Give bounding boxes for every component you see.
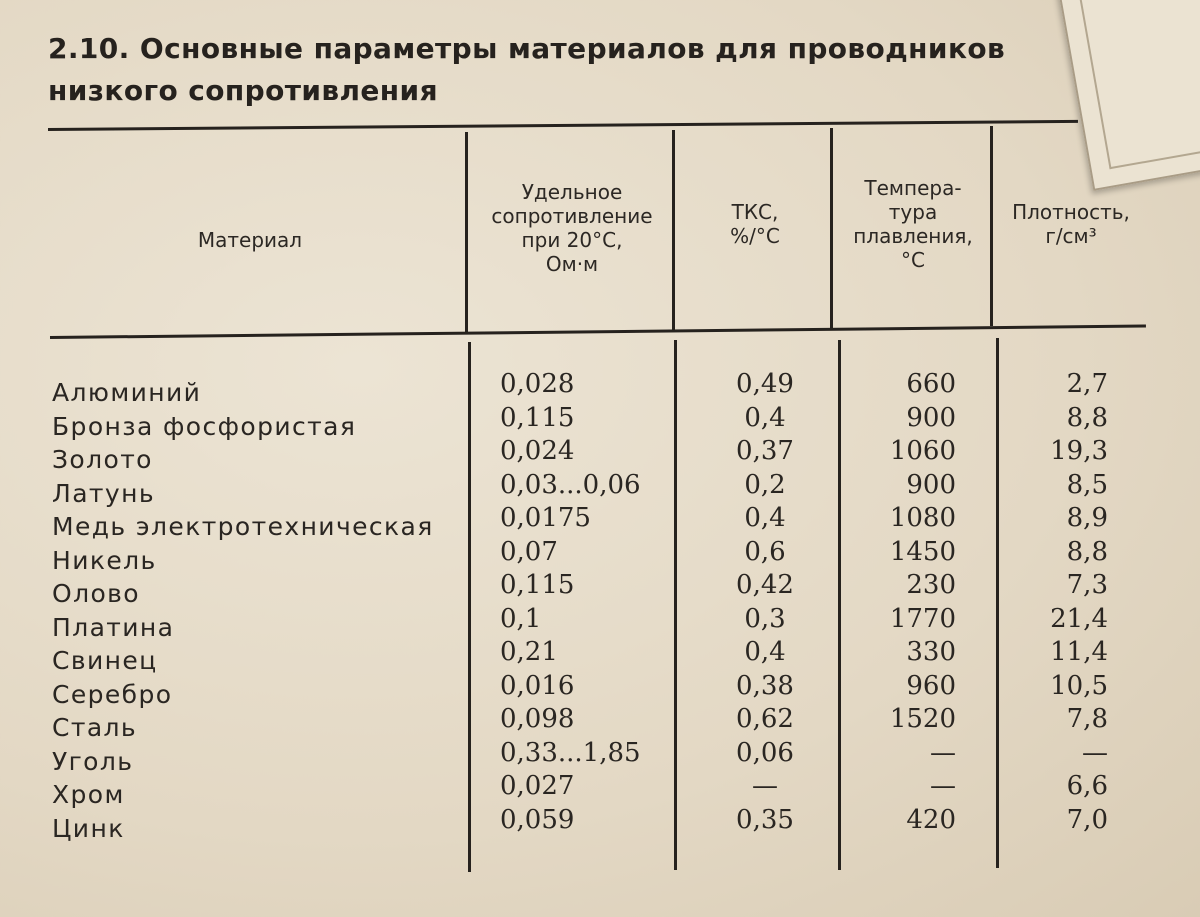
cell-resistivity: 0,33...1,85: [500, 737, 641, 768]
header-line: тура: [888, 200, 938, 224]
cell-tks: 0,4: [744, 637, 786, 667]
header-line: %/°С: [730, 224, 780, 248]
cell-tks: 0,62: [736, 704, 794, 734]
cell-density: 8,5: [1066, 469, 1108, 500]
cell-density: 6,6: [1066, 771, 1108, 801]
header-bottom-rule: [50, 325, 1146, 339]
cell-density: 7,3: [1066, 570, 1108, 600]
cell-resistivity: 0,027: [500, 771, 575, 801]
cell-tks: 0,42: [736, 570, 794, 600]
cell-density: 8,9: [1066, 503, 1108, 533]
header-line: Материал: [197, 228, 303, 252]
column-divider: [838, 340, 841, 870]
cell-resistivity: 0,024: [500, 436, 575, 466]
table-title: 2.10. Основные параметры материалов для проводников низкого сопротивления: [48, 32, 1006, 107]
cell-density: 2,7: [1066, 369, 1108, 399]
table-top-rule: [48, 120, 1078, 131]
cell-temperature: 900: [906, 402, 956, 433]
cell-resistivity: 0,07: [500, 536, 558, 567]
cell-resistivity: 0,115: [500, 402, 575, 433]
cell-density: 7,8: [1066, 704, 1108, 734]
header-temperature: [838, 176, 988, 272]
cell-density: 19,3: [1050, 436, 1108, 466]
header-line: Плотность,: [1012, 200, 1130, 224]
cell-material: Латунь: [52, 478, 155, 508]
cell-material: Свинец: [52, 646, 158, 675]
cell-temperature: 1770: [889, 603, 956, 634]
cell-temperature: 1450: [889, 536, 956, 567]
header-line: Ом·м: [545, 252, 599, 276]
cell-material: Медь электротехническая: [52, 512, 434, 541]
cell-temperature: 1060: [889, 436, 956, 466]
cell-tks: 0,4: [744, 402, 786, 433]
cell-resistivity: 0,0175: [500, 503, 591, 533]
header-line: Темпера-: [864, 176, 962, 200]
cell-density: 10,5: [1050, 670, 1108, 701]
header-tks: [690, 200, 820, 248]
cell-material: Хром: [52, 780, 125, 809]
cell-material: Никель: [52, 545, 157, 575]
column-divider: [468, 342, 471, 872]
cell-temperature: —: [930, 771, 956, 801]
cell-tks: —: [752, 771, 778, 801]
header-line: при 20°С,: [521, 228, 623, 252]
cell-resistivity: 0,21: [500, 637, 558, 667]
header-line: г/см³: [1045, 224, 1097, 248]
cell-temperature: 900: [906, 469, 956, 500]
column-divider: [674, 340, 677, 870]
cell-tks: 0,06: [736, 737, 794, 768]
cell-resistivity: 0,03...0,06: [500, 469, 641, 500]
column-divider: [465, 132, 468, 332]
cell-material: Олово: [52, 579, 140, 608]
cell-temperature: 1080: [889, 503, 956, 533]
cell-material: Бронза фосфористая: [52, 411, 357, 441]
header-line: ТКС,: [731, 200, 779, 224]
cell-tks: 0,35: [736, 804, 794, 835]
cell-resistivity: 0,059: [500, 804, 575, 835]
cell-temperature: 1520: [889, 704, 956, 734]
header-resistivity: [472, 180, 672, 276]
header-line: °С: [901, 248, 925, 272]
header-line: плавления,: [853, 224, 973, 248]
cell-temperature: 960: [906, 670, 956, 701]
cell-resistivity: 0,028: [500, 369, 575, 399]
cell-tks: 0,3: [744, 603, 786, 634]
cell-tks: 0,4: [744, 503, 786, 533]
cell-resistivity: 0,098: [500, 704, 575, 734]
cell-temperature: 330: [906, 637, 956, 667]
cell-density: 8,8: [1066, 402, 1108, 433]
cell-density: 7,0: [1066, 804, 1108, 835]
cell-density: 8,8: [1066, 536, 1108, 567]
cell-density: 11,4: [1050, 637, 1108, 667]
header-density: [992, 200, 1150, 248]
cell-tks: 0,37: [736, 436, 794, 466]
cell-material: Золото: [52, 445, 153, 474]
header-material: [150, 228, 350, 252]
cell-material: Алюминий: [52, 378, 202, 407]
cell-temperature: 420: [906, 804, 956, 835]
cell-tks: 0,6: [744, 536, 786, 567]
column-divider: [996, 338, 999, 868]
header-line: Удельное: [521, 180, 623, 204]
cell-temperature: 660: [906, 369, 956, 399]
cell-resistivity: 0,1: [500, 603, 542, 634]
column-divider: [672, 130, 675, 330]
cell-temperature: —: [930, 737, 956, 768]
cell-density: 21,4: [1050, 603, 1108, 634]
cell-material: Цинк: [52, 813, 125, 843]
cell-resistivity: 0,115: [500, 570, 575, 600]
cell-tks: 0,38: [736, 670, 794, 701]
column-divider: [830, 128, 833, 328]
cell-temperature: 230: [906, 570, 956, 600]
cell-material: Платина: [52, 612, 175, 642]
cell-material: Уголь: [52, 746, 134, 776]
cell-resistivity: 0,016: [500, 670, 575, 701]
cell-density: —: [1082, 737, 1108, 768]
header-line: сопротивление: [491, 204, 653, 228]
cell-tks: 0,49: [736, 369, 794, 399]
cell-material: Сталь: [52, 713, 138, 742]
cell-material: Серебро: [52, 679, 173, 709]
cell-tks: 0,2: [744, 469, 786, 500]
